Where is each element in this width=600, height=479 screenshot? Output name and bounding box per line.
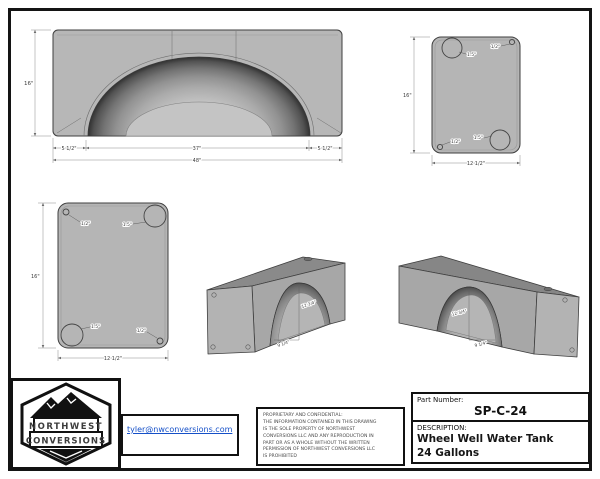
proprietary-notice	[256, 407, 405, 466]
front-dim-right: 5 1/2"	[317, 146, 333, 152]
proprietary-line: IS PROHIBITED	[263, 454, 297, 460]
front-dim-center: 37"	[192, 146, 202, 152]
end-view-bottom-left	[25, 195, 190, 375]
part-number-value: SP-C-24	[474, 404, 527, 418]
front-view	[24, 24, 369, 174]
isometric-view-center	[198, 230, 398, 365]
isometric-view-right	[393, 238, 593, 378]
logo-box	[10, 378, 121, 470]
end-tank-body	[58, 203, 168, 348]
description-line1: Wheel Well Water Tank	[417, 433, 554, 445]
proprietary-title: PROPRIETARY AND CONFIDENTIAL:	[263, 413, 343, 418]
front-dim-left: 5 1/2"	[61, 146, 77, 152]
front-dim-overall: 48"	[192, 158, 202, 164]
hole-label: 1.5"	[122, 223, 132, 228]
iso-dim-arch-height: 12 3/4"	[300, 299, 317, 309]
email-box	[121, 414, 239, 456]
hole-label: 1/2"	[451, 140, 461, 145]
part-number-block	[411, 392, 590, 422]
proprietary-line: PERMISSION OF NORTHWEST CONVERSIONS LLC	[263, 447, 375, 453]
part-number-label: Part Number:	[417, 396, 464, 404]
iso-dim-arch-width: 9 1/4"	[474, 340, 488, 348]
iso-dim-arch-height: 12 3/4"	[451, 308, 468, 317]
hole-label: 1.5"	[473, 136, 483, 141]
end-dim-height: 16"	[403, 93, 412, 99]
description-block	[411, 420, 590, 464]
description-line2: 24 Gallons	[417, 447, 480, 460]
email-link[interactable]: tyler@nwconversions.com	[127, 425, 233, 434]
proprietary-line: THE INFORMATION CONTAINED IN THIS DRAWING	[263, 419, 377, 425]
top-fill-port	[304, 257, 312, 261]
hole-label: 1/2"	[81, 222, 91, 227]
end-dim-width: 12 1/2"	[466, 161, 486, 167]
description-label: DESCRIPTION:	[417, 424, 467, 432]
proprietary-line: IS THE SOLE PROPERTY OF NORTHWEST	[263, 426, 356, 432]
hole-label: 1/2"	[136, 329, 146, 334]
northwest-conversions-logo	[14, 382, 118, 466]
hole-label: 1.5"	[91, 325, 101, 330]
hole-label: 1/2"	[490, 45, 500, 50]
front-dim-height: 16"	[24, 81, 34, 87]
logo-line2: CONVERSIONS	[25, 436, 106, 447]
proprietary-line: CONVERSIONS LLC AND ANY REPRODUCTION IN	[263, 433, 374, 439]
iso-end-face	[534, 292, 579, 357]
proprietary-line: PART OR AS A WHOLE WITHOUT THE WRITTEN	[263, 440, 370, 446]
end-view-top-right	[400, 26, 535, 176]
hole-label: 1.5"	[467, 53, 477, 58]
end-dim-height: 16"	[31, 274, 40, 280]
end-dim-width: 12 1/2"	[103, 356, 123, 362]
iso-end-face	[207, 286, 255, 354]
iso-dim-arch-width: 9 1/4"	[276, 339, 291, 348]
top-fill-port	[544, 287, 552, 291]
logo-line1: NORTHWEST	[28, 422, 103, 432]
